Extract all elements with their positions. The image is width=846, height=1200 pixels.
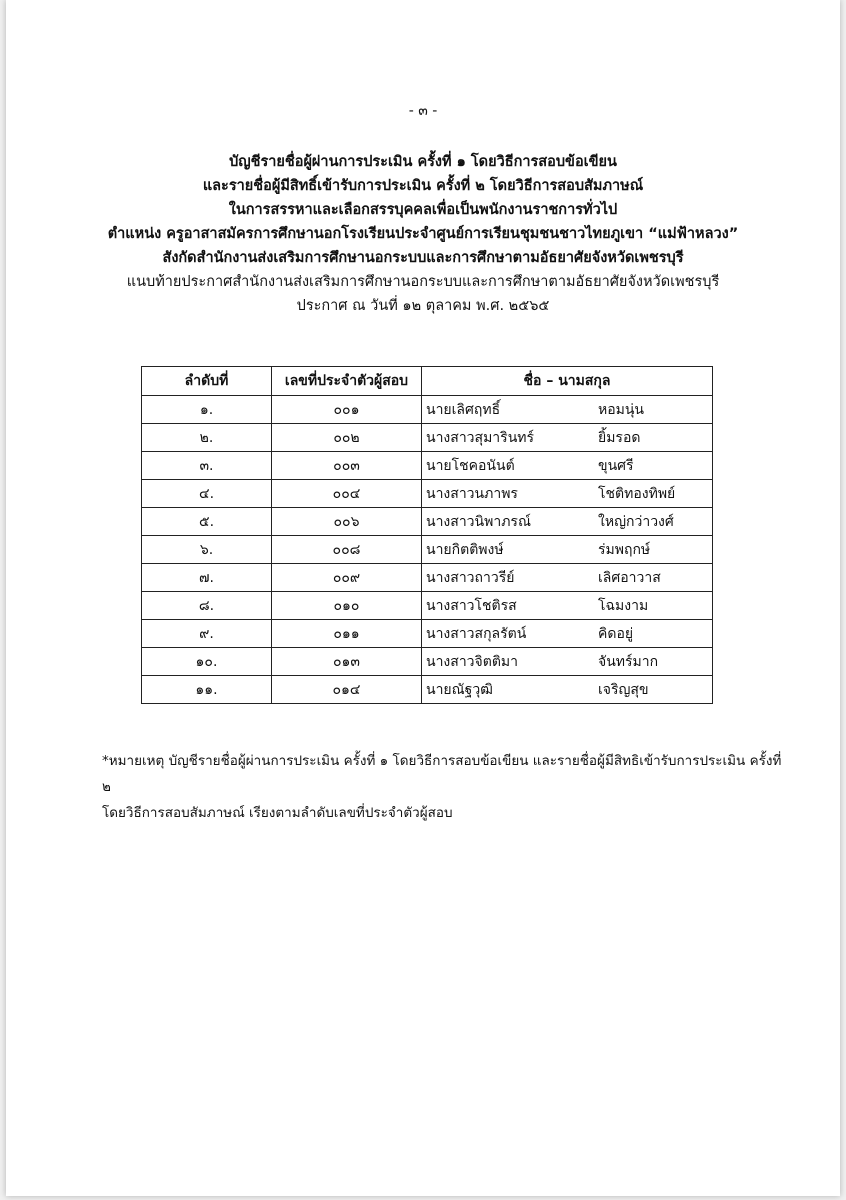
table-row	[142, 424, 713, 452]
header-order: ลำดับที่	[142, 367, 272, 396]
row-order: ๑๐.	[142, 648, 272, 676]
candidate-table	[141, 366, 713, 704]
row-order: ๒.	[142, 424, 272, 452]
row-exam-code: ๐๐๘	[272, 536, 422, 564]
heading-purpose: ในการสรรหาและเลือกสรรบุคคลเพื่อเป็นพนักงานราชการทั่วไป	[228, 202, 618, 218]
heading-annex: แนบท้ายประกาศสำนักงานส่งเสริมการศึกษานอกระบบและการศึกษาตามอัธยาศัยจังหวัดเพชรบุรี	[126, 274, 720, 290]
row-exam-code: ๐๐๑	[272, 396, 422, 424]
footnote-line: *หมายเหตุ บัญชีรายชื่อผู้ผ่านการประเมิน ครั้งที่ ๑ โดยวิธีการสอบข้อเขียน และรายชื่อผู้มีสิทธิเข้ารับการประเมิน ครั้งที่ ๒	[102, 753, 782, 795]
row-last-name: หอมนุ่น	[598, 401, 645, 418]
row-order: ๘.	[142, 592, 272, 620]
row-exam-code: ๐๐๒	[272, 424, 422, 452]
table-row	[142, 620, 713, 648]
footnote-line: โดยวิธีการสอบสัมภาษณ์ เรียงตามลำดับเลขที่ประจำตัวผู้สอบ	[102, 805, 453, 821]
heading-position: ตำแหน่ง ครูอาสาสมัครการศึกษานอกโรงเรียนประจำศูนย์การเรียนชุมชนชาวไทยภูเขา “แม่ฟ้าหลวง”	[107, 226, 739, 242]
row-exam-code: ๐๐๙	[272, 564, 422, 592]
row-exam-code: ๐๑๐	[272, 592, 422, 620]
row-exam-code: ๐๐๓	[272, 452, 422, 480]
row-first-name: นายโชคอนันต์	[426, 457, 515, 474]
row-exam-code: ๐๑๔	[272, 676, 422, 704]
footnote	[102, 748, 792, 826]
table-row	[142, 508, 713, 536]
table-body	[142, 396, 713, 704]
row-last-name: จันทร์มาก	[598, 653, 659, 670]
table-row	[142, 676, 713, 704]
page-number: - ๓ -	[408, 103, 438, 119]
row-order: ๕.	[142, 508, 272, 536]
table-row	[142, 480, 713, 508]
row-full-name	[422, 676, 713, 704]
row-exam-code: ๐๑๑	[272, 620, 422, 648]
row-order: ๑๑.	[142, 676, 272, 704]
table-header-row	[142, 367, 713, 396]
table-row	[142, 592, 713, 620]
row-order: ๔.	[142, 480, 272, 508]
row-first-name: นางสาวถาวรีย์	[426, 569, 515, 586]
row-full-name	[422, 536, 713, 564]
row-last-name: ร่มพฤกษ์	[598, 541, 651, 558]
row-exam-code: ๐๐๔	[272, 480, 422, 508]
table-row	[142, 648, 713, 676]
row-first-name: นายกิตติพงษ์	[426, 541, 504, 558]
header-full-name: ชื่อ – นามสกุล	[422, 367, 713, 396]
row-order: ๙.	[142, 620, 272, 648]
table-row	[142, 396, 713, 424]
row-full-name	[422, 620, 713, 648]
row-order: ๖.	[142, 536, 272, 564]
table-row	[142, 564, 713, 592]
row-first-name: นายณัฐวุฒิ	[426, 681, 493, 698]
row-full-name	[422, 452, 713, 480]
row-first-name: นางสาวโชติรส	[426, 597, 517, 614]
row-full-name	[422, 592, 713, 620]
table-row	[142, 452, 713, 480]
row-first-name: นางสาวจิตติมา	[426, 653, 519, 670]
row-order: ๓.	[142, 452, 272, 480]
document-heading	[6, 150, 840, 318]
row-first-name: นางสาวนิพาภรณ์	[426, 513, 531, 530]
heading-agency: สังกัดสำนักงานส่งเสริมการศึกษานอกระบบและการศึกษาตามอัธยาศัยจังหวัดเพชรบุรี	[162, 250, 684, 266]
header-exam-code: เลขที่ประจำตัวผู้สอบ	[272, 367, 422, 396]
row-full-name	[422, 648, 713, 676]
row-full-name	[422, 396, 713, 424]
row-last-name: ยิ้มรอด	[598, 429, 641, 446]
heading-title: บัญชีรายชื่อผู้ผ่านการประเมิน ครั้งที่ ๑ โดยวิธีการสอบข้อเขียน	[229, 154, 617, 170]
heading-date: ประกาศ ณ วันที่ ๑๒ ตุลาคม พ.ศ. ๒๕๖๕	[296, 298, 550, 314]
table-row	[142, 536, 713, 564]
row-exam-code: ๐๐๖	[272, 508, 422, 536]
row-full-name	[422, 480, 713, 508]
row-full-name	[422, 424, 713, 452]
row-first-name: นางสาวสุมารินทร์	[426, 429, 535, 446]
heading-subtitle: และรายชื่อผู้มีสิทธิ์เข้ารับการประเมิน ครั้งที่ ๒ โดยวิธีการสอบสัมภาษณ์	[202, 178, 644, 194]
row-full-name	[422, 508, 713, 536]
row-exam-code: ๐๑๓	[272, 648, 422, 676]
document-page	[6, 0, 840, 1196]
row-last-name: เจริญสุข	[598, 681, 649, 698]
row-last-name: ขุนศรี	[598, 457, 634, 474]
row-first-name: นางสาวสกุลรัตน์	[426, 625, 527, 642]
row-order: ๑.	[142, 396, 272, 424]
row-first-name: นางสาวนภาพร	[426, 485, 518, 502]
row-last-name: โชติทองทิพย์	[598, 485, 676, 502]
row-first-name: นายเลิศฤทธิ์	[426, 401, 501, 418]
row-last-name: ใหญ่กว่าวงศ์	[598, 513, 674, 530]
row-full-name	[422, 564, 713, 592]
row-order: ๗.	[142, 564, 272, 592]
row-last-name: โฉมงาม	[598, 597, 649, 614]
row-last-name: คิดอยู่	[598, 625, 634, 642]
row-last-name: เลิศอาวาส	[598, 569, 661, 586]
